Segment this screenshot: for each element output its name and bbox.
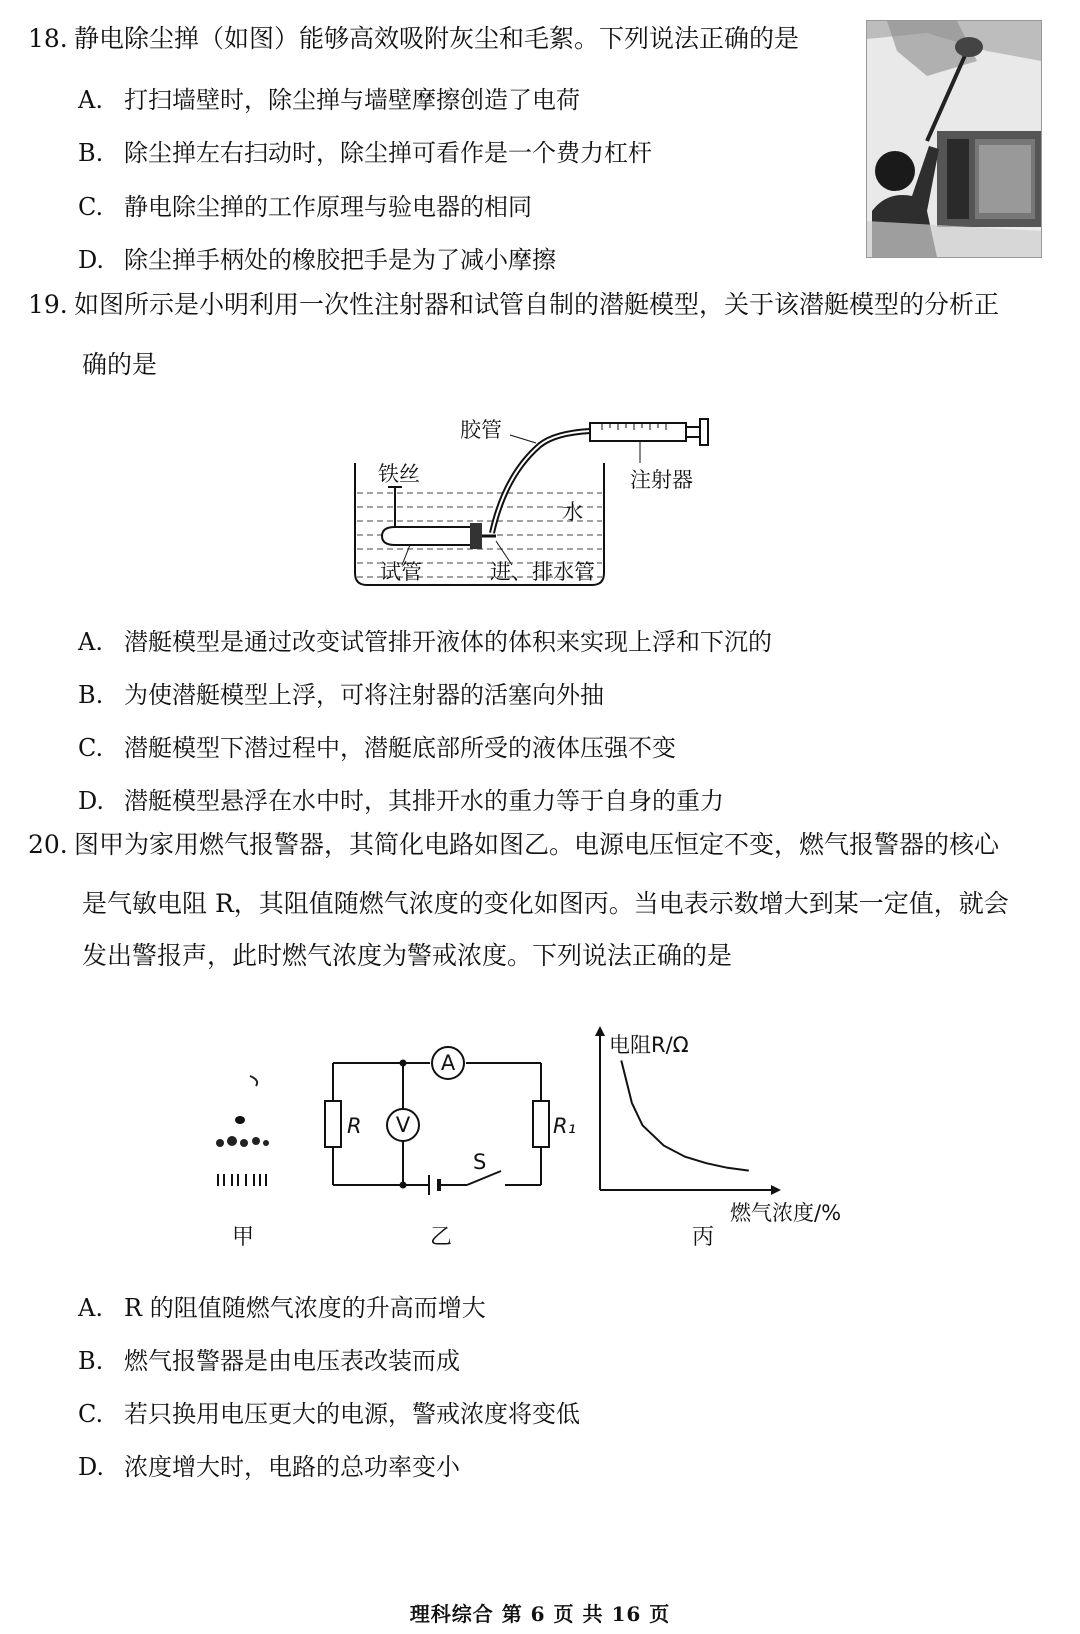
- q19-option-b: [78, 675, 604, 710]
- duster-photo-illustration: [867, 21, 1041, 257]
- syringe-barrel: [590, 423, 686, 441]
- leader-hose: [510, 435, 536, 443]
- submarine-model-diagram: [340, 415, 730, 600]
- resistor-r1: [533, 1101, 549, 1147]
- q19-option-d: [78, 781, 724, 816]
- option-label: D.: [78, 246, 105, 274]
- y-axis-arrow: [595, 1026, 605, 1036]
- option-label: D.: [78, 1453, 105, 1481]
- y-axis-label: 电阻R/Ω: [609, 1033, 689, 1057]
- option-text: 浓度增大时，电路的总功率变小: [124, 1453, 460, 1481]
- q20-option-c: [78, 1394, 580, 1429]
- option-text: 潜艇模型下潜过程中，潜艇底部所受的液体压强不变: [124, 734, 676, 762]
- caption-bing: 丙: [692, 1225, 715, 1250]
- option-label: C.: [78, 1400, 104, 1428]
- option-text: 静电除尘掸的工作原理与验电器的相同: [124, 193, 532, 221]
- junction-bottom: [400, 1182, 407, 1189]
- q19-option-c: [78, 728, 676, 763]
- resistor-r-label: R: [347, 1114, 362, 1138]
- q20-option-b: [78, 1341, 460, 1376]
- option-text: 打扫墙壁时，除尘掸与墙壁摩擦创造了电荷: [124, 86, 580, 114]
- switch-label: S: [473, 1150, 487, 1174]
- label-drain-pipe: 进、排水管: [490, 560, 595, 584]
- option-text: 若只换用电压更大的电源，警戒浓度将变低: [124, 1400, 580, 1428]
- ammeter-label: A: [440, 1051, 456, 1075]
- syringe-handle: [700, 419, 708, 445]
- option-label: A.: [78, 1294, 103, 1322]
- q18-stem-text: 静电除尘掸（如图）能够高效吸附灰尘和毛絮。下列说法正确的是: [74, 24, 800, 53]
- option-label: C.: [78, 734, 104, 762]
- test-tube: [382, 527, 475, 545]
- option-text: R 的阻值随燃气浓度的升高而增大: [124, 1294, 486, 1322]
- option-text: 为使潜艇模型上浮，可将注射器的活塞向外抽: [124, 681, 604, 709]
- option-label: B.: [78, 681, 104, 709]
- circuit-wires: [333, 1063, 541, 1185]
- resistor-r: [325, 1101, 341, 1147]
- option-label: D.: [78, 787, 105, 815]
- gas-alarm-device-image: [210, 1070, 280, 1195]
- circuit-diagram: [315, 1045, 577, 1210]
- label-hose: 胶管: [460, 418, 502, 442]
- label-iron-wire: 铁丝: [378, 462, 420, 486]
- q19-stem: [28, 292, 999, 317]
- q20-stem-line2: 是气敏电阻 R，其阻值随燃气浓度的变化如图丙。当电表示数增大到某一定值，就会: [82, 889, 1009, 918]
- q20-option-d: [78, 1447, 460, 1482]
- option-label: B.: [78, 139, 104, 167]
- q19-stem-line2: 确的是: [82, 350, 158, 379]
- caption-yi: 乙: [430, 1225, 453, 1250]
- q19-number: 19.: [28, 290, 68, 319]
- option-label: A.: [78, 628, 103, 656]
- option-text: 燃气报警器是由电压表改装而成: [124, 1347, 460, 1375]
- option-label: A.: [78, 86, 103, 114]
- q19-option-a: [78, 622, 772, 657]
- q20-number: 20.: [28, 830, 68, 859]
- page-footer: 理科综合 第 6 页 共 16 页: [409, 1602, 671, 1626]
- resistance-concentration-chart: [585, 1022, 875, 1225]
- q18-option-c: [78, 187, 532, 222]
- q18-option-d: [78, 240, 556, 275]
- x-axis-arrow: [771, 1185, 781, 1195]
- q19-stem-line1: 如图所示是小明利用一次性注射器和试管自制的潜艇模型，关于该潜艇模型的分析正: [74, 290, 1000, 319]
- option-text: 潜艇模型是通过改变试管排开液体的体积来实现上浮和下沉的: [124, 628, 772, 656]
- voltmeter-label: V: [395, 1113, 411, 1137]
- q18-stem: [28, 26, 799, 51]
- label-syringe: 注射器: [630, 468, 693, 492]
- caption-jia: 甲: [232, 1225, 255, 1250]
- option-text: 潜艇模型悬浮在水中时，其排开水的重力等于自身的重力: [124, 787, 724, 815]
- option-text: 除尘掸手柄处的橡胶把手是为了减小摩擦: [124, 246, 556, 274]
- q20-stem-line3: 发出警报声，此时燃气浓度为警戒浓度。下列说法正确的是: [82, 941, 733, 970]
- q20-stem: [28, 832, 999, 857]
- label-test-tube: 试管: [380, 560, 422, 584]
- option-label: B.: [78, 1347, 104, 1375]
- duster-photo: [866, 20, 1042, 258]
- q18-number: 18.: [28, 24, 68, 53]
- syringe-plunger: [686, 427, 700, 437]
- rubber-stopper: [470, 523, 482, 549]
- q20-stem-line1: 图甲为家用燃气报警器，其简化电路如图乙。电源电压恒定不变，燃气报警器的核心: [74, 830, 1000, 859]
- x-axis-label: 燃气浓度/%: [730, 1201, 842, 1225]
- q20-option-a: [78, 1288, 486, 1323]
- label-water: 水: [562, 500, 583, 524]
- resistance-curve: [621, 1061, 749, 1171]
- junction-top: [400, 1060, 407, 1067]
- option-label: C.: [78, 193, 104, 221]
- resistor-r1-label: R₁: [553, 1114, 577, 1138]
- q18-option-b: [78, 133, 652, 168]
- q18-option-a: [78, 80, 580, 115]
- option-text: 除尘掸左右扫动时，除尘掸可看作是一个费力杠杆: [124, 139, 652, 167]
